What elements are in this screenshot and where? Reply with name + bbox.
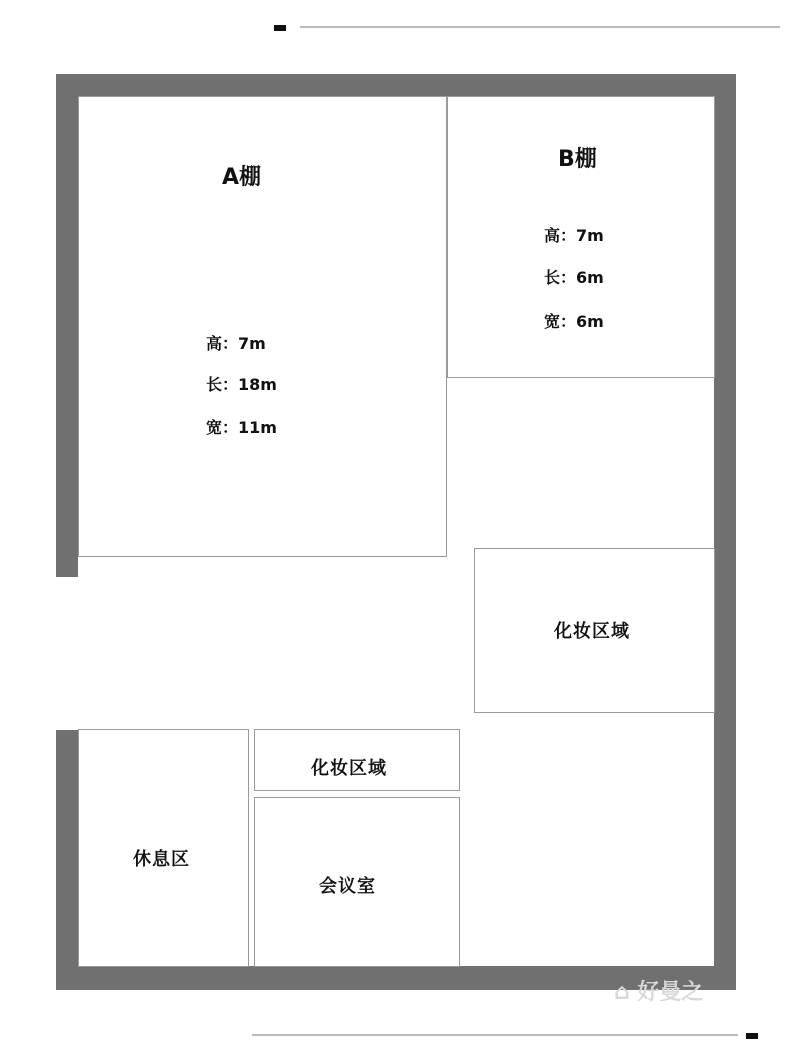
house-logo-icon: ⌂ xyxy=(614,980,630,1005)
bottom-dash-mark xyxy=(746,1033,758,1039)
rest-area-label: 休息区 xyxy=(133,849,190,870)
a-shed-height: 高：7m xyxy=(206,334,266,353)
watermark-text: 好曼之 xyxy=(637,980,704,1005)
top-dash-mark xyxy=(274,25,286,31)
makeup-right-label: 化妆区域 xyxy=(554,621,630,642)
meeting-room-label: 会议室 xyxy=(319,876,376,897)
wall-top xyxy=(56,74,736,96)
b-shed-length: 长：6m xyxy=(544,268,604,287)
watermark xyxy=(614,975,703,1006)
b-shed-width: 宽：6m xyxy=(544,312,604,331)
room-a-shed xyxy=(78,96,447,557)
wall-left-lower xyxy=(56,730,78,990)
bottom-rule-line xyxy=(252,1034,738,1036)
a-shed-title: A棚 xyxy=(222,165,262,190)
b-shed-height: 高：7m xyxy=(544,226,604,245)
wall-right xyxy=(714,74,736,990)
top-rule-line xyxy=(300,26,780,28)
a-shed-width: 宽：11m xyxy=(206,418,277,437)
a-shed-length: 长：18m xyxy=(206,375,277,394)
makeup-bottom-label: 化妆区域 xyxy=(311,758,387,779)
wall-left-upper xyxy=(56,74,78,577)
b-shed-title: B棚 xyxy=(558,147,597,172)
